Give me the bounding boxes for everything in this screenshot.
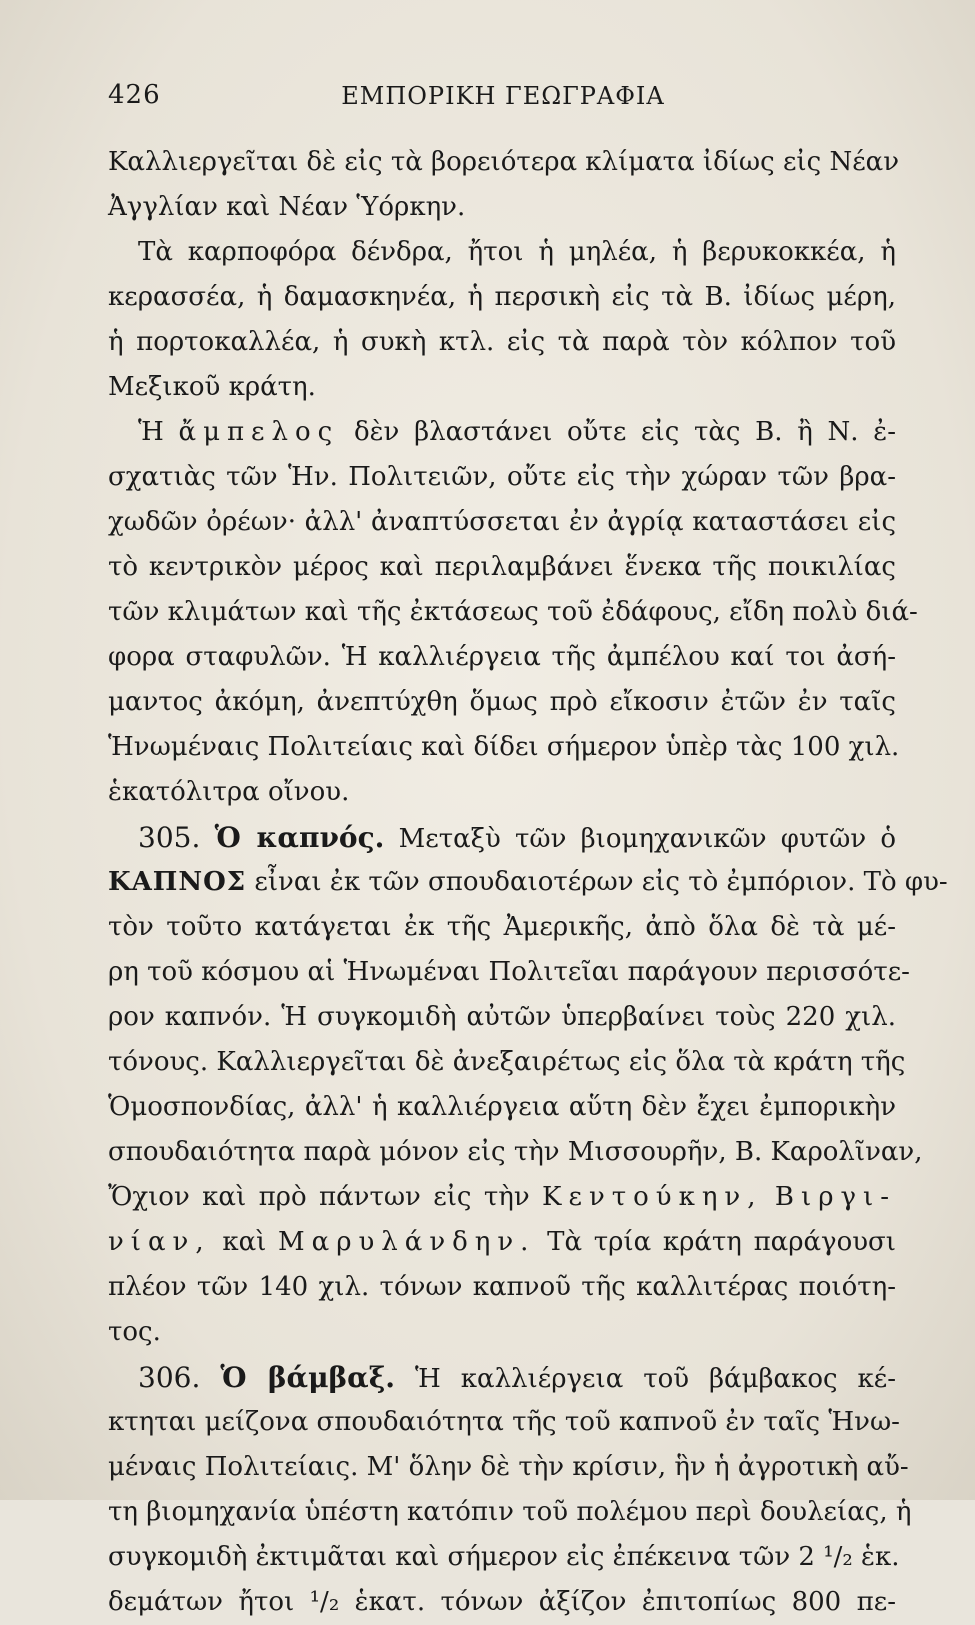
spaced-term: ἄμπελος bbox=[178, 417, 340, 447]
text-line: Ἡνωμέναις Πολιτείαις καὶ δίδει σήμερον ὑπὲρ τὰς 100 χιλ. bbox=[108, 732, 900, 762]
page-number: 426 bbox=[108, 80, 161, 110]
inline-text: καὶ bbox=[222, 1227, 267, 1257]
caps-term: ΚΑΠΝΟΣ bbox=[108, 867, 247, 897]
text-line: μαντος ἀκόμη, ἀνεπτύχθη ὅμως πρὸ εἴκοσιν ἐτῶν ἐν ταῖς bbox=[108, 687, 896, 717]
text-line: τόνους. Καλλιεργεῖται δὲ ἀνεξαιρέτως εἰς ὅλα τὰ κράτη τῆς bbox=[108, 1047, 906, 1077]
spaced-term: Βιργι- bbox=[774, 1182, 897, 1212]
text-line: κτηται μείζονα σπουδαιότητα τῆς τοῦ καπνοῦ ἐν ταῖς Ἡνω- bbox=[108, 1407, 900, 1437]
text-line: σχατιὰς τῶν Ἡν. Πολιτειῶν, οὔτε εἰς τὴν χώραν τῶν βρα- bbox=[108, 462, 896, 492]
section-title: Ὁ καπνός. bbox=[214, 821, 385, 854]
inline-text: Τὰ τρία κράτη παράγουσι bbox=[547, 1227, 896, 1257]
text-line bbox=[108, 1220, 896, 1265]
spaced-term: Κεντούκην, bbox=[542, 1182, 763, 1212]
text-line: Καλλιεργεῖται δὲ εἰς τὰ βορειότερα κλίματα ἰδίως εἰς Νέαν bbox=[108, 147, 900, 177]
text-line: τος. bbox=[108, 1317, 161, 1347]
section-heading-line bbox=[108, 1355, 896, 1400]
text-line bbox=[108, 410, 896, 455]
text-line: ρον καπνόν. Ἡ συγκομιδὴ αὐτῶν ὑπερβαίνει τοὺς 220 χιλ. bbox=[108, 1002, 896, 1032]
text-line: Ἀγγλίαν καὶ Νέαν Ὑόρκην. bbox=[108, 192, 466, 222]
text-line: τη βιομηχανία ὑπέστη κατόπιν τοῦ πολέμου περὶ δουλείας, ἡ bbox=[108, 1497, 912, 1527]
page-body bbox=[108, 140, 948, 1625]
spaced-term: Μαρυλάνδην. bbox=[278, 1227, 536, 1257]
text-line: ἑκατόλιτρα οἴνου. bbox=[108, 777, 350, 807]
text-line: δεμάτων ἤτοι ¹/₂ ἑκατ. τόνων ἀξίζον ἐπιτοπίως 800 πε- bbox=[108, 1587, 896, 1617]
text-line: Μεξικοῦ κράτη. bbox=[108, 372, 316, 402]
text-line: ἡ πορτοκαλλέα, ἡ συκὴ κτλ. εἰς τὰ παρὰ τὸν κόλπον τοῦ bbox=[108, 327, 896, 357]
text-line: τὸ κεντρικὸν μέρος καὶ περιλαμβάνει ἕνεκα τῆς ποικιλίας bbox=[108, 552, 896, 582]
text-line: συγκομιδὴ ἐκτιμᾶται καὶ σήμερον εἰς ἐπέκεινα τῶν 2 ¹/₂ ἑκ. bbox=[108, 1542, 900, 1572]
inline-text: Ὄχιον καὶ πρὸ πάντων εἰς τὴν bbox=[108, 1182, 530, 1212]
text-line: Τὰ καρποφόρα δένδρα, ἤτοι ἡ μηλέα, ἡ βερυκοκκέα, ἡ bbox=[138, 237, 896, 267]
inline-text: Ἡ bbox=[138, 417, 164, 447]
section-number: 305. bbox=[138, 821, 201, 854]
section-heading-line bbox=[108, 815, 896, 860]
text-line: τῶν κλιμάτων καὶ τῆς ἐκτάσεως τοῦ ἐδάφους, εἴδη πολὺ διά- bbox=[108, 597, 918, 627]
text-line bbox=[108, 1175, 896, 1220]
section-title: Ὁ βάμβαξ. bbox=[220, 1361, 396, 1394]
text-line: τὸν τοῦτο κατάγεται ἐκ τῆς Ἀμερικῆς, ἀπὸ ὅλα δὲ τὰ μέ- bbox=[108, 912, 896, 942]
text-line: χωδῶν ὀρέων· ἀλλ' ἀναπτύσσεται ἐν ἀγρίᾳ καταστάσει εἰς bbox=[108, 507, 896, 537]
text-line: μέναις Πολιτείαις. Μ' ὅλην δὲ τὴν κρίσιν, ἣν ἡ ἀγροτικὴ αὔ- bbox=[108, 1452, 909, 1482]
spaced-term: νίαν, bbox=[108, 1227, 211, 1257]
text-line: κερασσέα, ἡ δαμασκηνέα, ἡ περσικὴ εἰς τὰ Β. ἰδίως μέρη, bbox=[108, 282, 896, 312]
section-number: 306. bbox=[138, 1361, 201, 1394]
inline-text: δὲν βλαστάνει οὔτε εἰς τὰς Β. ἢ Ν. ἐ- bbox=[353, 417, 897, 447]
inline-text: Ἡ καλλιέργεια τοῦ βάμβακος κέ- bbox=[415, 1364, 897, 1394]
running-title: ΕΜΠΟΡΙΚΗ ΓΕΩΓΡΑΦΙΑ bbox=[341, 82, 665, 110]
text-line: Ὁμοσπονδίας, ἀλλ' ἡ καλλιέργεια αὕτη δὲν ἔχει ἐμπορικὴν bbox=[108, 1092, 896, 1122]
inline-text: Μεταξὺ τῶν βιομηχανικῶν φυτῶν ὁ bbox=[398, 824, 897, 854]
text-line: φορα σταφυλῶν. Ἡ καλλιέργεια τῆς ἀμπέλου καί τοι ἀσή- bbox=[108, 642, 896, 672]
text-line: ρη τοῦ κόσμου αἱ Ἡνωμέναι Πολιτεῖαι παράγουν περισσότε- bbox=[108, 957, 910, 987]
page-header bbox=[108, 80, 898, 120]
text-line: σπουδαιότητα παρὰ μόνον εἰς τὴν Μισσουρῆν, Β. Καρολῖναν, bbox=[108, 1137, 923, 1167]
inline-text: εἶναι ἐκ τῶν σπουδαιοτέρων εἰς τὸ ἐμπόριον. Τὸ φυ- bbox=[254, 867, 948, 897]
text-line bbox=[108, 860, 948, 905]
text-line: πλέον τῶν 140 χιλ. τόνων καπνοῦ τῆς καλλιτέρας ποιότη- bbox=[108, 1272, 896, 1302]
